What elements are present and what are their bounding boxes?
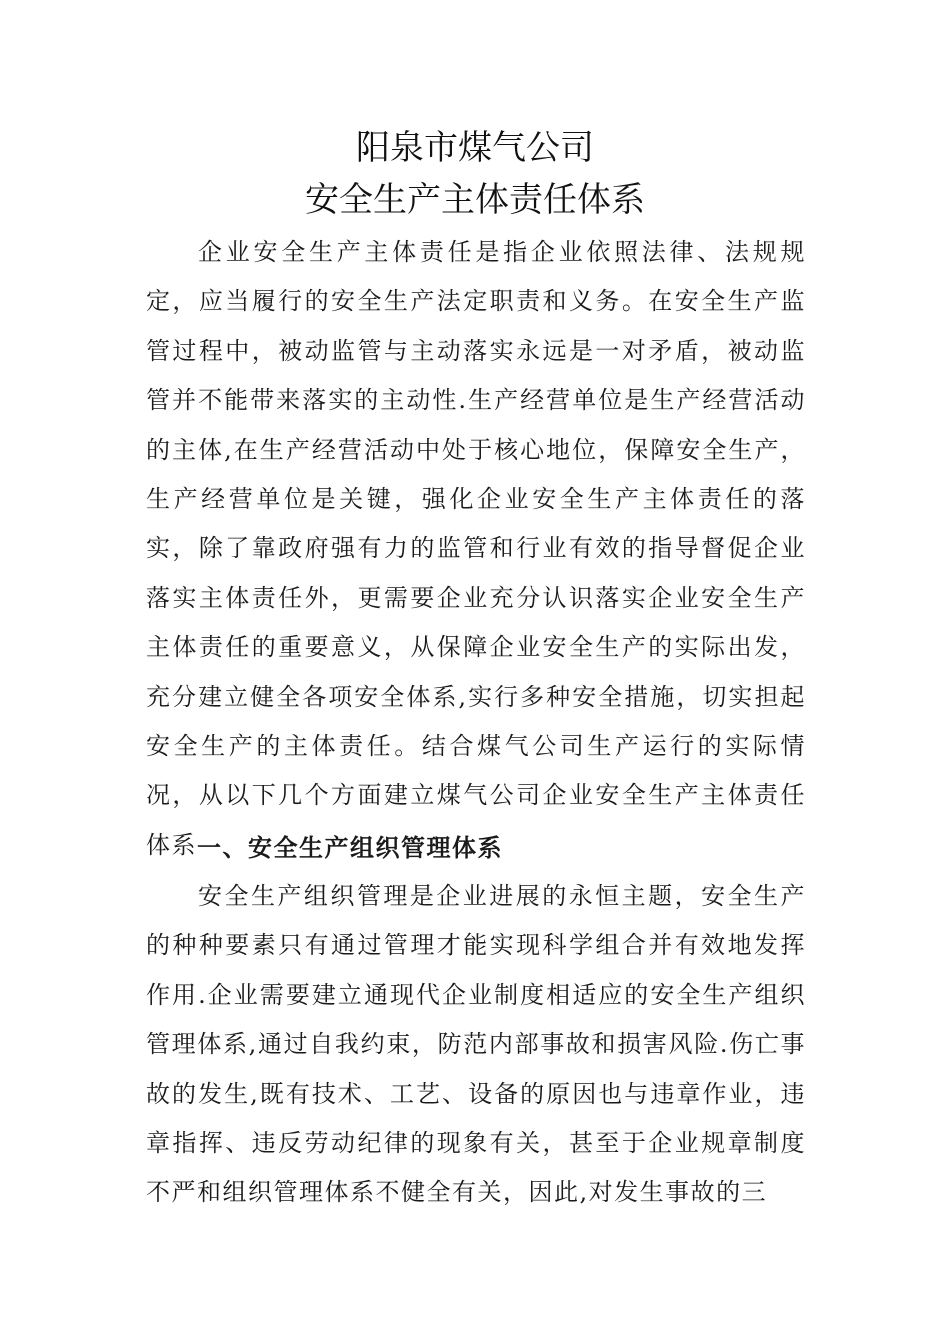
document-subtitle: 安全生产主体责任体系 (305, 180, 645, 220)
section-heading: 一、安全生产组织管理体系 (197, 834, 503, 862)
document-title: 阳泉市煤气公司 (356, 128, 594, 168)
intro-paragraph: 企业安全生产主体责任是指企业依照法律、法规规定，应当履行的安全生产法定职责和义务。在安全生产监管过程中，被动监管与主动落实永远是一对矛盾，被动监管并不能带来落实的主动性.生产经营单位是生产经营活动的主体,在生产经营活动中处于核心地位，保障安全生产，生产经营单位是关键，强化企业安全生产主体责任的落实，除了靠政府强有力的监管和行业有效的指导督促企业落实主体责任外，更需要企业充分认识落实企业安全生产主体责任的重要意义，从保障企业安全生产的实际出发，充分建立健全各项安全体系,实行多种安全措施，切实担起安全生产的主体责任。结合煤气公司生产运行的实际情况，从以下几个方面建立煤气公司企业安全生产主体责任体系 (146, 238, 806, 859)
section-paragraph: 安全生产组织管理是企业进展的永恒主题，安全生产的种种要素只有通过管理才能实现科学组合并有效地发挥作用.企业需要建立通现代企业制度相适应的安全生产组织管理体系,通过自我约束，防范内部事故和损害风险.伤亡事故的发生,既有技术、工艺、设备的原因也与违章作业，违章指挥、违反劳动纪律的现象有关，甚至于企业规章制度不严和组织管理体系不健全有关，因此,对发生事故的三 (146, 882, 806, 1207)
